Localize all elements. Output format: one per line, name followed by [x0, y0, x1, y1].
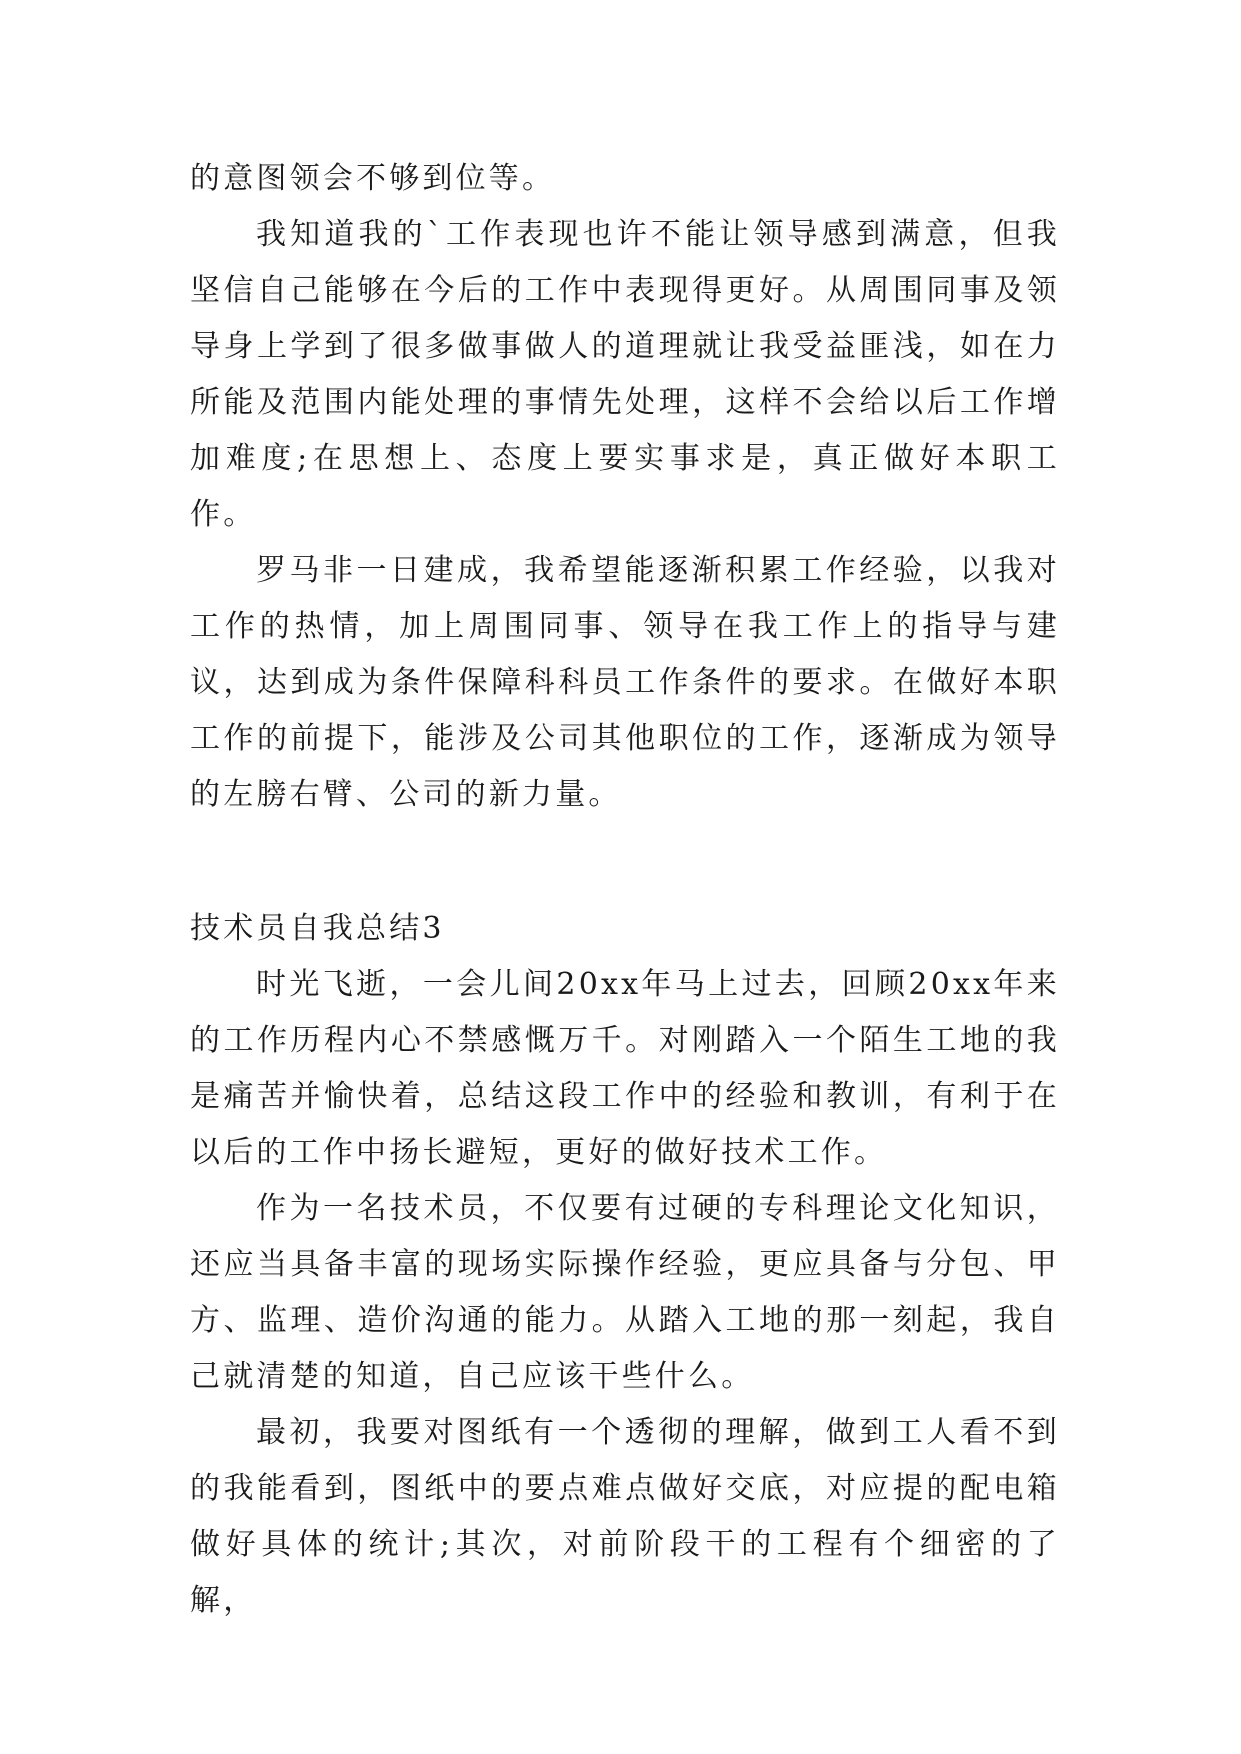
paragraph-first-drawings: 最初，我要对图纸有一个透彻的理解，做到工人看不到的我能看到，图纸中的要点难点做好交底，对应提的配电箱做好具体的统计;其次，对前阶段干的工程有个细密的了解， — [190, 1415, 1060, 1618]
section-title: 技术员自我总结3 — [190, 911, 445, 946]
document-body — [190, 151, 1060, 1629]
section-spacer — [190, 823, 1060, 901]
intro-fragment: 的意图领会不够到位等。 — [190, 161, 556, 196]
paragraph-work-performance: 我知道我的`工作表现也许不能让领导感到满意，但我坚信自己能够在今后的工作中表现得更好。从周围同事及领导身上学到了很多做事做人的道理就让我受益匪浅，如在力所能及范围内能处理的事情先处理，这样不会给以后工作增加难度;在思想上、态度上要实事求是，真正做好本职工作。 — [190, 217, 1060, 532]
paragraph-time-flies: 时光飞逝，一会儿间20xx年马上过去，回顾20xx年来的工作历程内心不禁感慨万千。对刚踏入一个陌生工地的我是痛苦并愉快着，总结这段工作中的经验和教训，有利于在以后的工作中扬长避短，更好的做好技术工作。 — [190, 967, 1060, 1170]
paragraph-rome-not-built: 罗马非一日建成，我希望能逐渐积累工作经验，以我对工作的热情，加上周围同事、领导在我工作上的指导与建议，达到成为条件保障科科员工作条件的要求。在做好本职工作的前提下，能涉及公司其他职位的工作，逐渐成为领导的左膀右臂、公司的新力量。 — [190, 553, 1060, 812]
paragraph-technician-role: 作为一名技术员，不仅要有过硬的专科理论文化知识，还应当具备丰富的现场实际操作经验，更应具备与分包、甲方、监理、造价沟通的能力。从踏入工地的那一刻起，我自己就清楚的知道，自己应该干些什么。 — [190, 1191, 1060, 1394]
